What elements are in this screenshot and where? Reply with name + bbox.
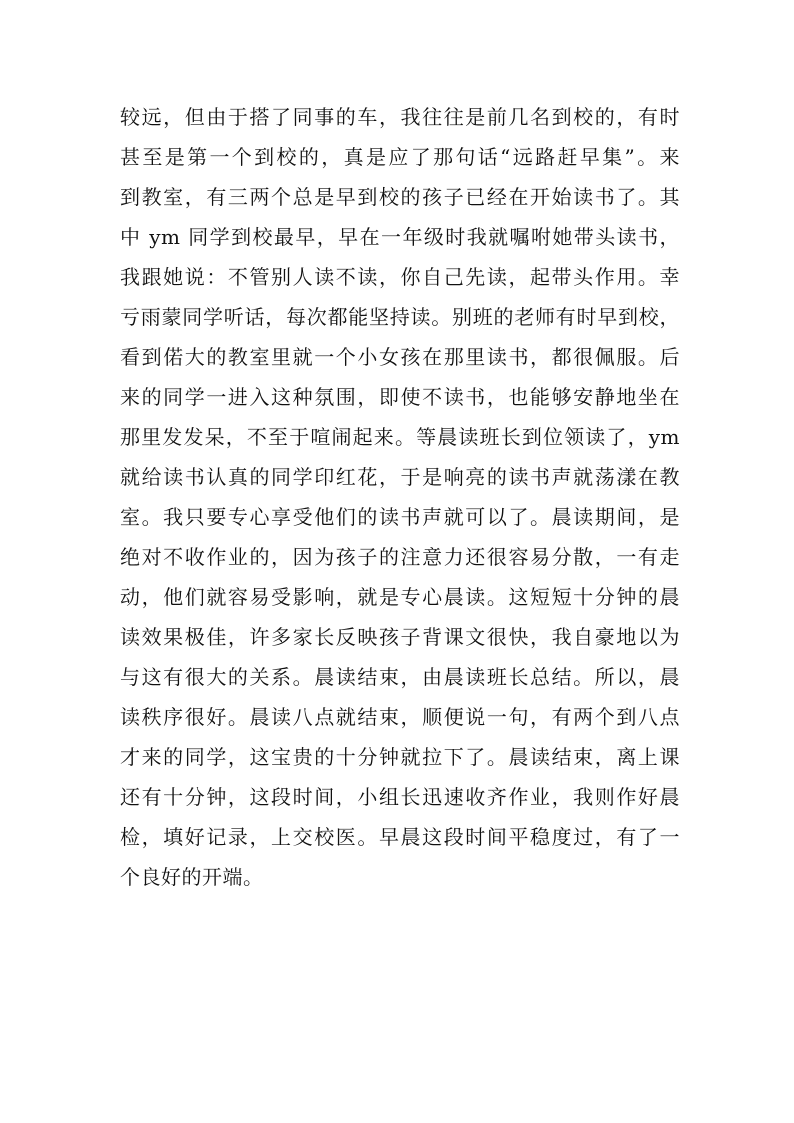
text-line: 甚至是第一个到校的，真是应了那句话“远路赶早集”。来 [120, 145, 680, 169]
text-line: 到教室，有三两个总是早到校的孩子已经在开始读书了。其 [120, 185, 680, 209]
text-line: 看到偌大的教室里就一个小女孩在那里读书，都很佩服。后 [120, 345, 680, 369]
text-line: 才来的同学，这宝贵的十分钟就拉下了。晨读结束，离上课 [120, 745, 680, 769]
text-line: 就给读书认真的同学印红花，于是响亮的读书声就荡漾在教 [120, 465, 680, 489]
text-line: 读秩序很好。晨读八点就结束，顺便说一句，有两个到八点 [120, 705, 680, 729]
text-line: 还有十分钟，这段时间，小组长迅速收齐作业，我则作好晨 [120, 785, 680, 809]
text-line: 我跟她说：不管别人读不读，你自己先读，起带头作用。幸 [120, 265, 680, 289]
text-line: 读效果极佳，许多家长反映孩子背课文很快，我自豪地以为 [120, 625, 680, 649]
body-paragraph [120, 97, 680, 897]
text-line: 检，填好记录，上交校医。早晨这段时间平稳度过，有了一 [120, 825, 680, 849]
text-line: 与这有很大的关系。晨读结束，由晨读班长总结。所以，晨 [120, 665, 680, 689]
text-line: 那里发发呆，不至于喧闹起来。等晨读班长到位领读了，ym [120, 425, 680, 449]
text-line: 室。我只要专心享受他们的读书声就可以了。晨读期间，是 [120, 505, 680, 529]
text-line: 绝对不收作业的，因为孩子的注意力还很容易分散，一有走 [120, 545, 680, 569]
text-line: 动，他们就容易受影响，就是专心晨读。这短短十分钟的晨 [120, 585, 680, 609]
text-line: 较远，但由于搭了同事的车，我往往是前几名到校的，有时 [120, 105, 680, 129]
text-line: 亏雨蒙同学听话，每次都能坚持读。别班的老师有时早到校， [120, 305, 680, 329]
text-line: 中 ym 同学到校最早，早在一年级时我就嘱咐她带头读书， [120, 225, 680, 249]
text-line: 来的同学一进入这种氛围，即使不读书，也能够安静地坐在 [120, 385, 680, 409]
text-line-last: 个良好的开端。 [120, 865, 264, 889]
